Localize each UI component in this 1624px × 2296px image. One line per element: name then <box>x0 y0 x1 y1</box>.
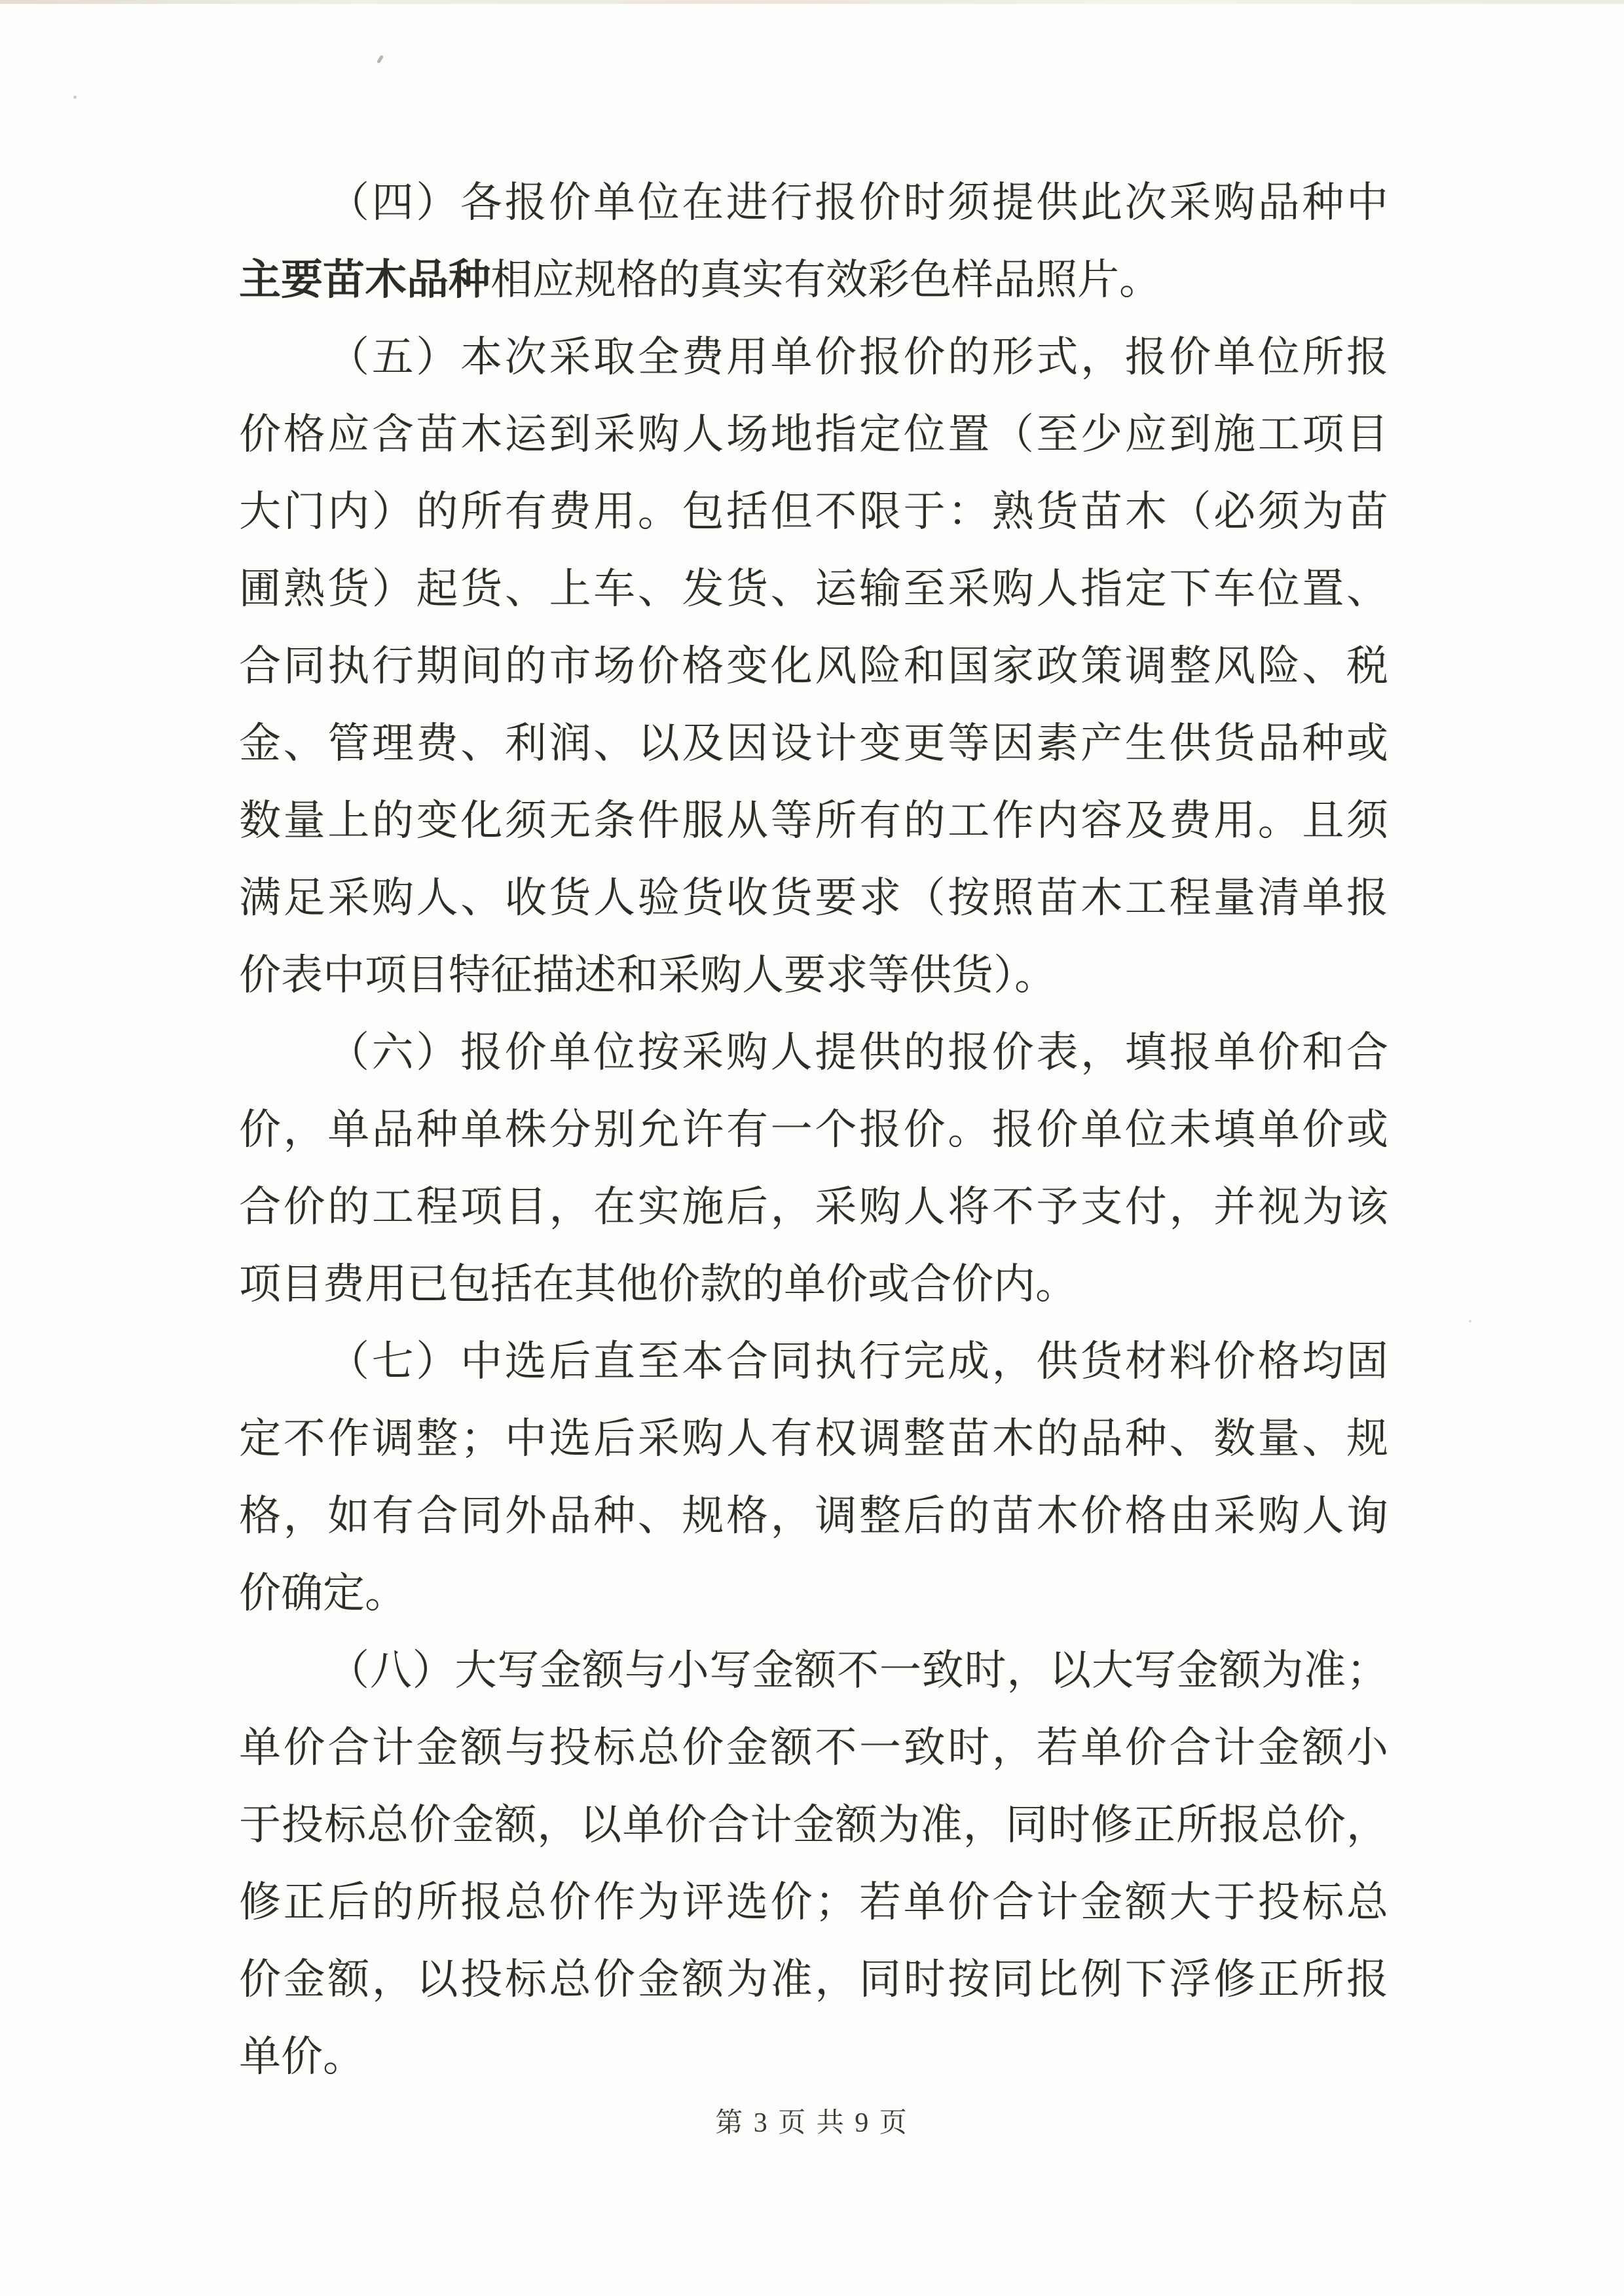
scan-speck <box>73 96 77 99</box>
document-line: （八）大写金额与小写金额不一致时，以大写金额为准； <box>327 1647 1388 1694</box>
document-line: 数量上的变化须无条件服从等所有的工作内容及费用。且须 <box>239 797 1388 844</box>
document-line: 价表中项目特征描述和采购人要求等供货）。 <box>239 952 1056 998</box>
paragraph-clause-7 <box>239 1323 1388 1632</box>
scan-edge-artifact <box>0 0 1624 4</box>
document-line: 单价合计金额与投标总价金额不一致时，若单价合计金额小 <box>239 1724 1388 1771</box>
document-line: 价，单品种单株分别允许有一个报价。报价单位未填单价或 <box>239 1106 1388 1153</box>
emphasized-text: 主要苗木品种 <box>239 257 490 303</box>
page-number-text: 第 3 页 共 9 页 <box>715 2108 909 2138</box>
document-line: 格，如有合同外品种、规格，调整后的苗木价格由采购人询 <box>239 1493 1388 1539</box>
document-line: 项目费用已包括在其他价款的单价或合价内。 <box>239 1261 1077 1307</box>
paragraph-clause-6 <box>239 1014 1388 1323</box>
document-line: 圃熟货）起货、上车、发货、运输至采购人指定下车位置、 <box>239 566 1388 612</box>
document-line: 大门内）的所有费用。包括但不限于：熟货苗木（必须为苗 <box>239 488 1388 535</box>
paragraph-clause-4 <box>239 164 1388 319</box>
page-number-footer <box>0 2107 1624 2140</box>
document-line: 主要苗木品种相应规格的真实有效彩色样品照片。 <box>239 257 1161 303</box>
document-line: 于投标总价金额，以单价合计金额为准，同时修正所报总价， <box>239 1802 1388 1848</box>
document-line: （五）本次采取全费用单价报价的形式，报价单位所报 <box>327 334 1388 380</box>
document-line: （六）报价单位按采购人提供的报价表，填报单价和合 <box>327 1029 1388 1076</box>
document-line: 定不作调整；中选后采购人有权调整苗木的品种、数量、规 <box>239 1415 1388 1462</box>
document-body <box>239 164 1388 2096</box>
document-line: 价金额，以投标总价金额为准，同时按同比例下浮修正所报 <box>239 1956 1388 2003</box>
document-line: 价格应含苗木运到采购人场地指定位置（至少应到施工项目 <box>239 411 1388 458</box>
document-line: 修正后的所报总价作为评选价；若单价合计金额大于投标总 <box>239 1879 1388 1925</box>
document-line: 合价的工程项目，在实施后，采购人将不予支付，并视为该 <box>239 1184 1388 1230</box>
document-line: 满足采购人、收货人验货收货要求（按照苗木工程量清单报 <box>239 875 1388 921</box>
scan-speck <box>1469 1320 1471 1322</box>
document-line: 价确定。 <box>239 1570 407 1616</box>
document-line: 金、管理费、利润、以及因设计变更等因素产生供货品种或 <box>239 720 1388 767</box>
document-line: （四）各报价单位在进行报价时须提供此次采购品种中 <box>327 179 1388 226</box>
document-line: （七）中选后直至本合同执行完成，供货材料价格均固 <box>327 1338 1388 1385</box>
document-line: 单价。 <box>239 2033 365 2080</box>
document-line: 合同执行期间的市场价格变化风险和国家政策调整风险、税 <box>239 643 1388 689</box>
scan-speck <box>377 55 384 64</box>
paragraph-clause-5 <box>239 319 1388 1014</box>
paragraph-clause-8 <box>239 1632 1388 2096</box>
